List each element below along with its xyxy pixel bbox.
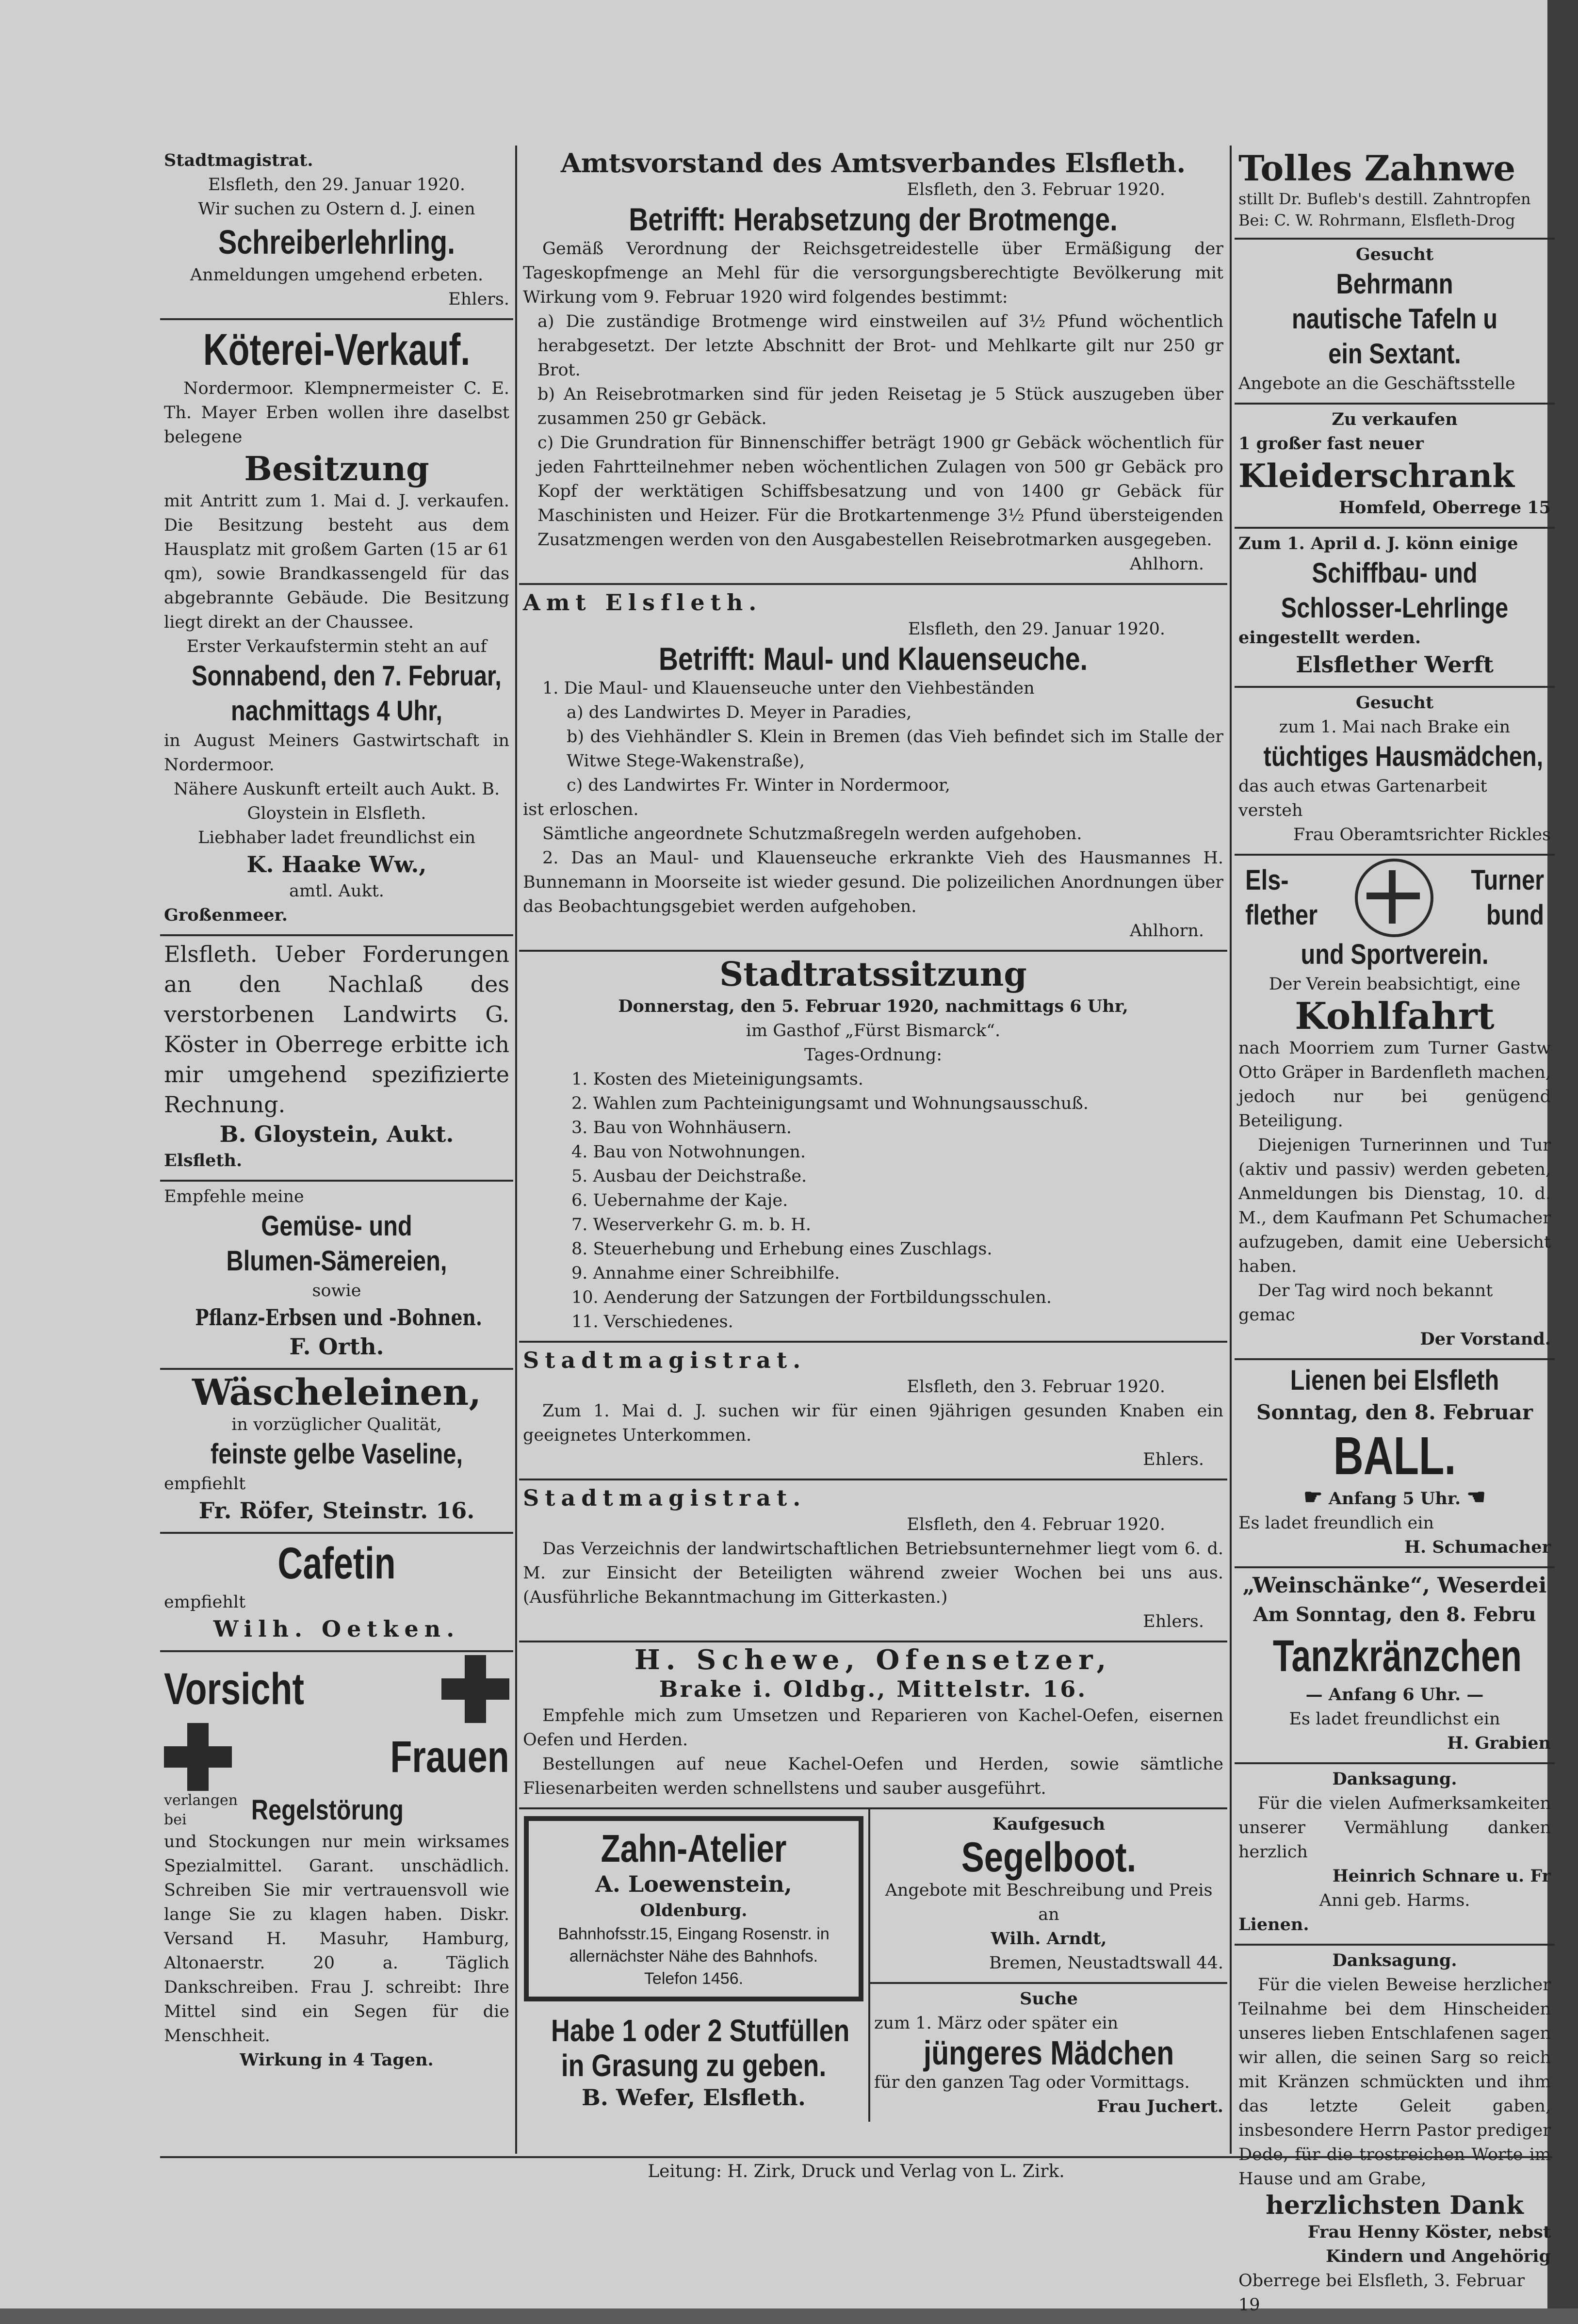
agenda-item: 5. Ausbau der Deichstraße. — [571, 1167, 807, 1186]
ad-title: tüchtiges Hausmädchen, — [1263, 741, 1544, 772]
notice-heading: Stadtmagistrat. — [523, 1485, 807, 1511]
ad-waescheleinen — [160, 1370, 513, 1534]
ad-title: Segelboot. — [961, 1834, 1137, 1881]
ad-signature: Frau Oberamtsrichter Rickles — [1293, 825, 1551, 845]
ad-signature: Wilh. Oetken. — [213, 1616, 460, 1642]
ad-head: Gesucht — [1355, 244, 1434, 264]
agenda-item: 1. Kosten des Mieteinigungsamts. — [571, 1070, 863, 1089]
ad-title: Els- — [1245, 864, 1289, 896]
ad-address: Bahnhofsstr.15, Eingang Rosenstr. in allernächster Nähe des Bahnhofs. — [558, 1925, 830, 1966]
ad-head: Zu verkaufen — [1332, 409, 1458, 429]
notice-text: Wir suchen zu Ostern d. J. einen — [198, 199, 475, 219]
notice-item: b) des Viehhändler S. Klein in Bremen (das Vieh befindet sich im Stalle der Witwe Stege-Wakenstraße), — [567, 727, 1223, 771]
notice-text: Sämtliche angeordnete Schutzmaßregeln werden aufgehoben. — [542, 824, 1082, 844]
ad-stutfuellen — [519, 2008, 868, 2112]
ad-title: Habe 1 oder 2 Stutfüllen — [551, 2013, 850, 2048]
ad-text: Nordermoor. Klempnermeister C. E. Th. Mayer Erben wollen ihre daselbst belegene — [164, 379, 509, 447]
ad-head: Danksagung. — [1332, 1950, 1457, 1970]
notice-title: Stadtratssitzung — [719, 955, 1027, 994]
notice-date: Elsfleth, den 3. Februar 1920. — [907, 1377, 1165, 1397]
ad-title: herzlichsten Dank — [1266, 2191, 1524, 2220]
ad-hausmaedchen — [1235, 688, 1555, 856]
ad-footer: Wirkung in 4 Tagen. — [240, 2050, 434, 2070]
notice-text: Zum 1. Mai d. J. suchen wir für einen 9jährigen gesunden Knaben ein geeignetes Unterkommen. — [523, 1401, 1223, 1445]
ad-title: in Grasung zu geben. — [561, 2048, 827, 2083]
ad-text: zum 1. März oder später ein — [874, 2014, 1119, 2033]
ad-head: Gesucht — [1355, 693, 1434, 713]
ad-subtitle: Brake i. Oldbg., Mittelstr. 16. — [659, 1676, 1088, 1702]
notice-heading: Stadtmagistrat. — [164, 150, 313, 170]
ad-tanzkraenzchen — [1235, 1568, 1555, 1764]
ad-text: in August Meiners Gastwirtschaft in Nordermoor. — [164, 731, 509, 775]
ad-title: nautische Tafeln u — [1291, 303, 1498, 335]
ad-date: Sonntag, den 8. Februar — [1256, 1400, 1533, 1424]
ad-signature: Frau Henny Köster, nebst Kindern und Angehörig — [1307, 2222, 1551, 2266]
notice-signature: Ehlers. — [448, 290, 509, 309]
ad-text: Diejenigen Turnerinnen und Tur (aktiv und passiv) werden gebeten, Anmeldungen bis Dienstag, 10. d. M., dem Kaufmann Pet Schumacher aufzugeben, damit eine Uebersicht haben. — [1238, 1136, 1551, 1276]
notice-title: Betrifft: Maul- und Klauenseuche. — [658, 641, 1088, 677]
ad-text: sowie — [312, 1281, 361, 1300]
ad-kleiderschrank — [1235, 405, 1555, 529]
red-cross-icon — [164, 1723, 232, 1791]
ad-title: flether — [1245, 899, 1318, 931]
ad-title: Wäscheleinen, — [192, 1372, 481, 1414]
notice-brotmenge — [519, 146, 1227, 585]
agenda-item: 2. Wahlen zum Pachteinigungsamt und Wohnungsausschuß. — [571, 1094, 1089, 1113]
ad-koeterei-verkauf — [160, 320, 513, 936]
ad-ofensetzer — [519, 1642, 1227, 1809]
notice-item: a) des Landwirtes D. Meyer in Paradies, — [567, 703, 912, 722]
ad-title: Besitzung — [244, 450, 429, 488]
ad-title: Regelstörung — [251, 1794, 404, 1826]
ad-text: Zum 1. April d. J. könn einige — [1238, 534, 1518, 553]
ad-name: A. Loewenstein, — [595, 1871, 792, 1897]
notice-date: Elsfleth, den 29. Januar 1920. — [908, 619, 1165, 639]
notice-title: Betrifft: Herabsetzung der Brotmenge. — [629, 201, 1118, 237]
pointing-hand-icon: ☚ — [1466, 1485, 1486, 1510]
ad-text: in vorzüglicher Qualität, — [231, 1415, 442, 1434]
ad-text: empfiehlt — [164, 1593, 246, 1612]
ad-signature: H. Grabien — [1447, 1733, 1551, 1753]
ad-signature: Anni geb. Harms. — [1319, 1891, 1470, 1910]
notice-heading: Amt Elsfleth. — [523, 589, 763, 616]
ad-signature: Elsflether Werft — [1296, 651, 1494, 678]
ad-werft — [1235, 529, 1555, 688]
ad-signature: Wilh. Arndt, — [991, 1929, 1107, 1949]
pointing-hand-icon: ☛ — [1303, 1485, 1323, 1510]
ad-title: Kleiderschrank — [1238, 457, 1514, 495]
ad-saemereien — [160, 1182, 513, 1370]
ad-title: Tolles Zahnwe — [1238, 147, 1516, 189]
ad-text: zum 1. Mai nach Brake ein — [1279, 717, 1511, 737]
notice-item: c) Die Grundration für Binnenschiffer beträgt 1900 gr Gebäck wöchentlich für jeden Fahrtteilnehmer neben wöchentlichen Zulagen von 500 gr Gebäck pro Kopf der werktätigen Schiffsbesatzung und von 1400 gr Gebäck für Maschinisten und Heizer. Für die Brotkartenmenge 3½ Pfund übersteigenden Zusatzmengen werden von den Ausgabestellen Reisebrotmarken ausgegeben. — [537, 433, 1223, 550]
ad-time: nachmittags 4 Uhr, — [231, 695, 442, 727]
ad-title: Cafetin — [277, 1539, 396, 1588]
ad-title: Vorsicht — [164, 1664, 305, 1714]
ad-text: verlangen bei — [164, 1792, 238, 1828]
ad-address: Homfeld, Oberrege 15 — [1339, 498, 1551, 518]
ad-zahn-atelier — [524, 1816, 863, 2001]
ad-text: Es ladet freundlichst ein — [1289, 1709, 1500, 1729]
ad-nachlass — [160, 936, 513, 1182]
ad-danksagung-1 — [1235, 1764, 1555, 1946]
ad-head: Suche — [1020, 1989, 1078, 2009]
ad-text: stillt Dr. Bufleb's destill. Zahntropfen Bei: C. W. Rohrmann, Elsfleth-Drog — [1238, 190, 1531, 229]
column-right — [1235, 146, 1555, 2324]
ad-text: Empfehle meine — [164, 1187, 304, 1206]
notice-item: c) des Landwirtes Fr. Winter in Nordermoor, — [567, 776, 951, 795]
notice-text: Anmeldungen umgehend erbeten. — [190, 265, 484, 285]
ad-signature: Frau Juchert. — [1097, 2096, 1223, 2116]
ad-text: mit Antritt zum 1. Mai d. J. verkaufen. Die Besitzung besteht aus dem Hausplatz mit großem Garten (15 ar 61 qm), sowie Brandkassengeld für das abgebrannte Gebäude. Die Besitzung liegt direkt an der Chaussee. — [164, 491, 509, 632]
ad-text: eingestellt werden. — [1238, 628, 1421, 648]
ad-title: Blumen-Sämereien, — [226, 1245, 447, 1277]
notice-text: Gemäß Verordnung der Reichsgetreidestelle über Ermäßigung der Tageskopfmenge an Mehl für die versorgungsberechtigte Bevölkerung mit Wirkung vom 9. Februar 1920 wird folgendes bestimmt: — [523, 239, 1223, 307]
ad-phone: Telefon 1456. — [644, 1969, 744, 1988]
ad-time: Anfang 5 Uhr. — [1328, 1489, 1461, 1509]
ad-text: Empfehle mich zum Umsetzen und Reparieren von Kachel-Oefen, eisernen Oefen und Herden. — [523, 1706, 1223, 1750]
agenda-item: 6. Uebernahme der Kaje. — [571, 1191, 788, 1210]
ad-title: Kohlfahrt — [1295, 994, 1495, 1038]
ad-zahnweh — [1235, 146, 1555, 240]
ad-address: Bremen, Neustadtswall 44. — [989, 1953, 1223, 1973]
ad-text: amtl. Aukt. — [289, 881, 384, 901]
notice-text: Das Verzeichnis der landwirtschaftlichen Betriebsunternehmer liegt vom 6. d. M. zur Einsicht der Beteiligten während zweier Wochen bei uns aus. (Ausführliche Bekanntmachung im Gitterkasten.) — [523, 1539, 1223, 1607]
red-cross-icon — [441, 1655, 509, 1723]
ad-title: Turner — [1470, 864, 1544, 896]
agenda-item: 3. Bau von Wohnhäusern. — [571, 1118, 792, 1138]
column-left — [160, 146, 513, 2079]
agenda-item: 11. Verschiedenes. — [571, 1312, 733, 1332]
ad-text: empfiehlt — [164, 1474, 246, 1494]
ad-title: BALL. — [1333, 1426, 1456, 1486]
notice-stadtratssitzung — [519, 952, 1227, 1343]
column-rule-1 — [515, 146, 517, 2154]
ad-text: Erster Verkaufstermin steht an auf — [186, 637, 487, 656]
notice-text: 1. Die Maul- und Klauenseuche unter den Viehbeständen — [542, 679, 1035, 698]
ad-city: Oldenburg. — [640, 1901, 748, 1920]
notice-text: ist erloschen. — [523, 800, 639, 819]
ad-text: Der Verein beabsichtigt, eine — [1269, 975, 1521, 994]
ad-title: H. Schewe, Ofensetzer, — [634, 1644, 1112, 1676]
ad-text: Für die vielen Aufmerksamkeiten unserer Vermählung danken herzlich — [1238, 1794, 1551, 1862]
notice-signature: Ehlers. — [1143, 1612, 1204, 1631]
ad-text: Nähere Auskunft erteilt auch Aukt. B. Gloystein in Elsfleth. — [173, 780, 500, 823]
notice-signature: Ahlhorn. — [1129, 554, 1204, 574]
ad-title: Frauen — [390, 1732, 509, 1782]
ad-signature: B. Gloystein, Aukt. — [219, 1121, 454, 1147]
notice-item: b) An Reisebrotmarken sind für jeden Reisetag je 5 Stück auszugeben über zusammen 250 gr Gebäck. — [537, 385, 1223, 428]
notice-date: Elsfleth, den 4. Februar 1920. — [907, 1515, 1165, 1534]
notice-date: Donnerstag, den 5. Februar 1920, nachmittags 6 Uhr, — [618, 996, 1128, 1016]
ad-title: und Sportverein. — [1301, 939, 1489, 970]
ad-behrmann — [1235, 240, 1555, 405]
bottom-ad-row — [519, 1809, 1227, 2122]
ad-title: Zahn-Atelier — [601, 1827, 787, 1870]
notice-place: im Gasthof „Fürst Bismarck“. — [746, 1021, 1001, 1040]
ad-danksagung-2 — [1235, 1946, 1555, 2324]
ad-title: „Weinschänke“, Weserdei — [1242, 1573, 1547, 1598]
ad-signature: F. Orth. — [289, 1333, 384, 1360]
ad-place: Großenmeer. — [164, 905, 288, 925]
notice-subheading: Tages-Ordnung: — [804, 1045, 943, 1065]
ad-signature: K. Haake Ww., — [246, 851, 427, 878]
ad-date: Sonnabend, den 7. Februar, — [191, 660, 502, 692]
ad-text: nach Moorriem zum Turner Gastw Otto Gräper in Bardenfleth machen, jedoch nur bei genügend Beteiligung. — [1238, 1039, 1551, 1131]
ad-time: — Anfang 6 Uhr. — — [1305, 1685, 1484, 1705]
ad-segelboot — [870, 1809, 1227, 1984]
notice-signature: Ehlers. — [1143, 1450, 1204, 1469]
notice-date: Elsfleth, den 29. Januar 1920. — [208, 175, 466, 195]
ad-place: Lienen. — [1238, 1915, 1309, 1934]
ad-cafetin — [160, 1534, 513, 1652]
notice-heading: Stadtmagistrat. — [523, 1347, 807, 1373]
column-center — [519, 146, 1227, 2122]
column-rule-2 — [1230, 146, 1232, 2154]
ad-text: Es ladet freundlich ein — [1238, 1513, 1434, 1533]
ad-date: Am Sonntag, den 8. Febru — [1253, 1603, 1536, 1626]
agenda-item: 7. Weserverkehr G. m. b. H. — [571, 1215, 811, 1235]
notice-item: a) Die zuständige Brotmenge wird einstweilen auf 3½ Pfund wöchentlich herabgesetzt. Der letzte Abschnitt der Brot- und Mehlkarte gilt nur 250 gr Brot. — [537, 312, 1223, 380]
ad-text: Für die vielen Beweise herzlicher Teilnahme bei dem Hinscheiden unseres lieben Entschlafenen sagen wir allen, die seinen Sarg so reich mit Kränzen schmückten und ihm das letzte Geleit gaben, insbesondere Herrn Pastor prediger Dede, für die trostreichen Worte im Hause und am Grabe, — [1238, 1975, 1551, 2189]
ad-text: Liebhaber ladet freundlichst ein — [197, 828, 476, 847]
ad-title: Schiffbau- und — [1312, 557, 1478, 589]
ad-text: Bestellungen auf neue Kachel-Oefen und Herden, sowie sämtliche Fliesenarbeiten werden schnellstens und sauber ausgeführt. — [523, 1755, 1223, 1798]
ad-text: Angebote mit Beschreibung und Preis an — [885, 1881, 1213, 1924]
ad-maedchen — [870, 1984, 1227, 2122]
ad-signature: Der Vorstand. — [1420, 1329, 1551, 1349]
ad-signature: B. Wefer, Elsfleth. — [582, 2084, 806, 2111]
agenda-item: 4. Bau von Notwohnungen. — [571, 1142, 806, 1162]
ad-title: Gemüse- und — [261, 1210, 412, 1242]
notice-stadtmagistrat-1 — [519, 1343, 1227, 1480]
notice-date: Elsfleth, den 3. Februar 1920. — [907, 180, 1165, 199]
ad-title: Köterei-Verkauf. — [203, 325, 471, 374]
ad-title: Tanzkränzchen — [1272, 1631, 1522, 1681]
ad-ball — [1235, 1360, 1555, 1568]
ad-text: Elsfleth. Ueber Forderungen an den Nachlaß des verstorbenen Landwirts G. Köster in Oberrege erbitte ich mir umgehend spezifizierte Rechnung. — [164, 941, 509, 1118]
ad-place: Elsfleth. — [164, 1151, 243, 1170]
ad-turnerbund — [1235, 856, 1555, 1360]
agenda-item: 9. Annahme einer Schreibhilfe. — [571, 1264, 840, 1283]
bottom-ad-left — [519, 1809, 870, 2122]
bottom-ad-right — [870, 1809, 1227, 2122]
ad-text: für den ganzen Tag oder Vormittags. — [874, 2073, 1190, 2092]
ad-text: Der Tag wird noch bekannt gemac — [1238, 1281, 1493, 1325]
notice-klauenseuche — [519, 585, 1227, 952]
ad-title: Pflanz-Erbsen und -Bohnen. — [195, 1304, 483, 1331]
ad-text: 1 großer fast neuer — [1238, 434, 1424, 454]
ad-place: Oberrege bei Elsfleth, 3. Februar 19 — [1238, 2271, 1525, 2315]
ad-title: ein Sextant. — [1328, 338, 1461, 370]
ad-title: Lienen bei Elsfleth — [1290, 1365, 1499, 1396]
notice-text: 2. Das an Maul- und Klauenseuche erkrankte Vieh des Hausmannes H. Bunnemann in Moorseite ist wieder gesund. Die polizeilichen Anordnungen über das Beobachtungsgebiet werden aufgehoben. — [523, 848, 1223, 916]
agenda-item: 8. Steuerhebung und Erhebung eines Zuschlags. — [571, 1239, 992, 1259]
ad-text: und Stockungen nur mein wirksames Spezialmittel. Garant. unschädlich. Schreiben Sie mir vertrauensvoll wie lange Sie zu klagen haben. Diskr. Versand H. Masuhr, Hamburg, Altonaerstr. 20 a. Täglich Dankschreiben. Frau J. schreibt: Ihre Mittel sind ein Segen für die Menschheit. — [164, 1832, 509, 2046]
ad-signature: H. Schumacher — [1404, 1537, 1551, 1557]
page-footer-imprint: Leitung: H. Zirk, Druck und Verlag von L. Zirk. — [160, 2156, 1552, 2185]
ad-title: jüngeres Mädchen — [923, 2034, 1174, 2072]
ad-title: bund — [1486, 899, 1544, 931]
ad-head: Danksagung. — [1332, 1769, 1457, 1789]
ad-schreiberlehrling — [160, 146, 513, 320]
ad-title: Schlosser-Lehrlinge — [1281, 592, 1509, 624]
agenda-item: 10. Aenderung der Satzungen der Fortbildungsschulen. — [571, 1288, 1052, 1307]
ad-title: Behrmann — [1336, 268, 1453, 300]
ad-signature: Fr. Röfer, Steinstr. 16. — [198, 1497, 475, 1524]
notice-stadtmagistrat-2 — [519, 1480, 1227, 1642]
ad-signature: Heinrich Schnare u. Fr — [1332, 1866, 1551, 1886]
notice-signature: Ahlhorn. — [1129, 921, 1204, 941]
ad-vorsicht-frauen — [160, 1652, 513, 2079]
ad-text: Angebote an die Geschäftsstelle — [1238, 374, 1515, 393]
ad-text: das auch etwas Gartenarbeit versteh — [1238, 777, 1487, 820]
ad-title: feinste gelbe Vaseline, — [211, 1438, 463, 1470]
notice-heading: Amtsvorstand des Amtsverbandes Elsfleth. — [560, 147, 1186, 179]
notice-title: Schreiberlehrling. — [218, 223, 456, 261]
turner-cross-emblem-icon — [1355, 859, 1433, 937]
ad-head: Kaufgesuch — [992, 1814, 1106, 1834]
